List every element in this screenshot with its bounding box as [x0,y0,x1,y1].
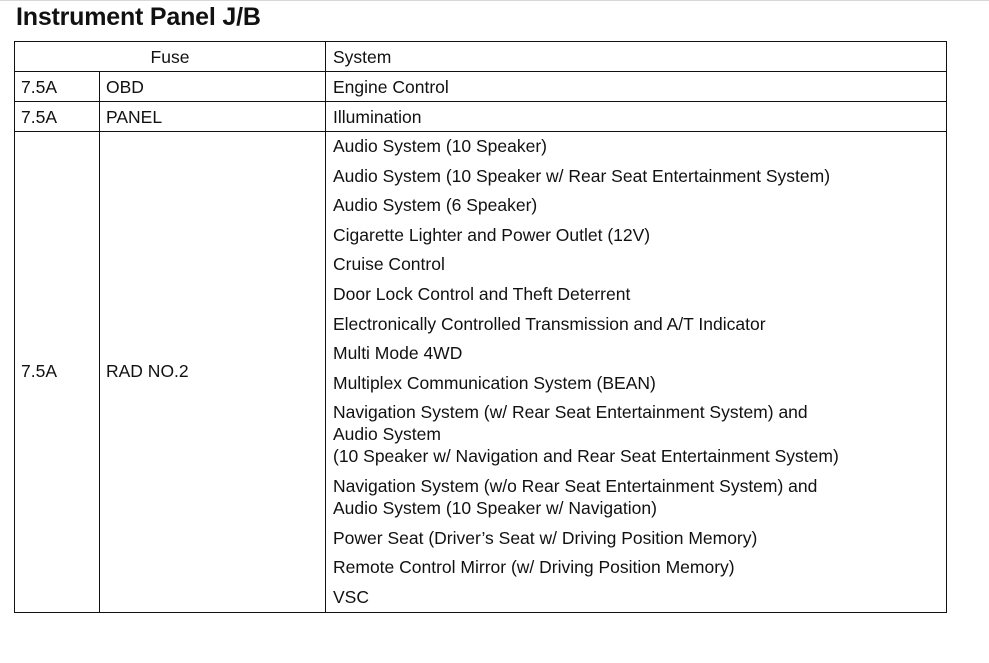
system-item: Cigarette Lighter and Power Outlet (12V) [333,224,651,245]
system-list [326,132,947,613]
fuse-amperage: 7.5A [15,132,100,613]
system-item: VSC [333,586,369,607]
fuse-name: PANEL [100,102,326,132]
table-row [15,102,947,132]
system-item: Electronically Controlled Transmission and A/T Indicator [333,313,766,334]
system-item: Audio System (6 Speaker) [333,195,538,216]
system-item: Door Lock Control and Theft Deterrent [333,283,631,304]
system-item-line: Navigation System (w/o Rear Seat Entertainment System) and [333,475,818,496]
table-header-row [15,42,947,72]
system-item-line: Navigation System (w/ Rear Seat Entertainment System) and [333,402,808,423]
fuse-amperage: 7.5A [15,72,100,102]
system-item-line: Audio System [333,424,441,445]
system-item: Multiplex Communication System (BEAN) [333,372,656,393]
top-divider [0,0,989,1]
fuse-name: RAD NO.2 [100,132,326,613]
system-name: Engine Control [326,72,947,102]
system-item: Multi Mode 4WD [333,343,463,364]
table-row [15,132,947,613]
fuse-table [14,41,947,613]
fuse-name: OBD [100,72,326,102]
table-row [15,72,947,102]
system-item-line: Audio System (10 Speaker w/ Navigation) [333,497,657,518]
page-title: Instrument Panel J/B [16,3,261,31]
header-system: System [326,42,947,72]
system-item: Power Seat (Driver’s Seat w/ Driving Position Memory) [333,527,758,548]
system-item: Cruise Control [333,254,445,275]
system-item: Audio System (10 Speaker) [333,136,547,156]
fuse-amperage: 7.5A [15,102,100,132]
system-name: Illumination [326,102,947,132]
header-fuse: Fuse [15,42,326,72]
system-item [333,401,946,475]
system-item: Audio System (10 Speaker w/ Rear Seat Entertainment System) [333,165,831,186]
system-item-line: (10 Speaker w/ Navigation and Rear Seat Entertainment System) [333,446,839,467]
system-item: Remote Control Mirror (w/ Driving Position Memory) [333,557,735,578]
system-item [333,475,946,527]
